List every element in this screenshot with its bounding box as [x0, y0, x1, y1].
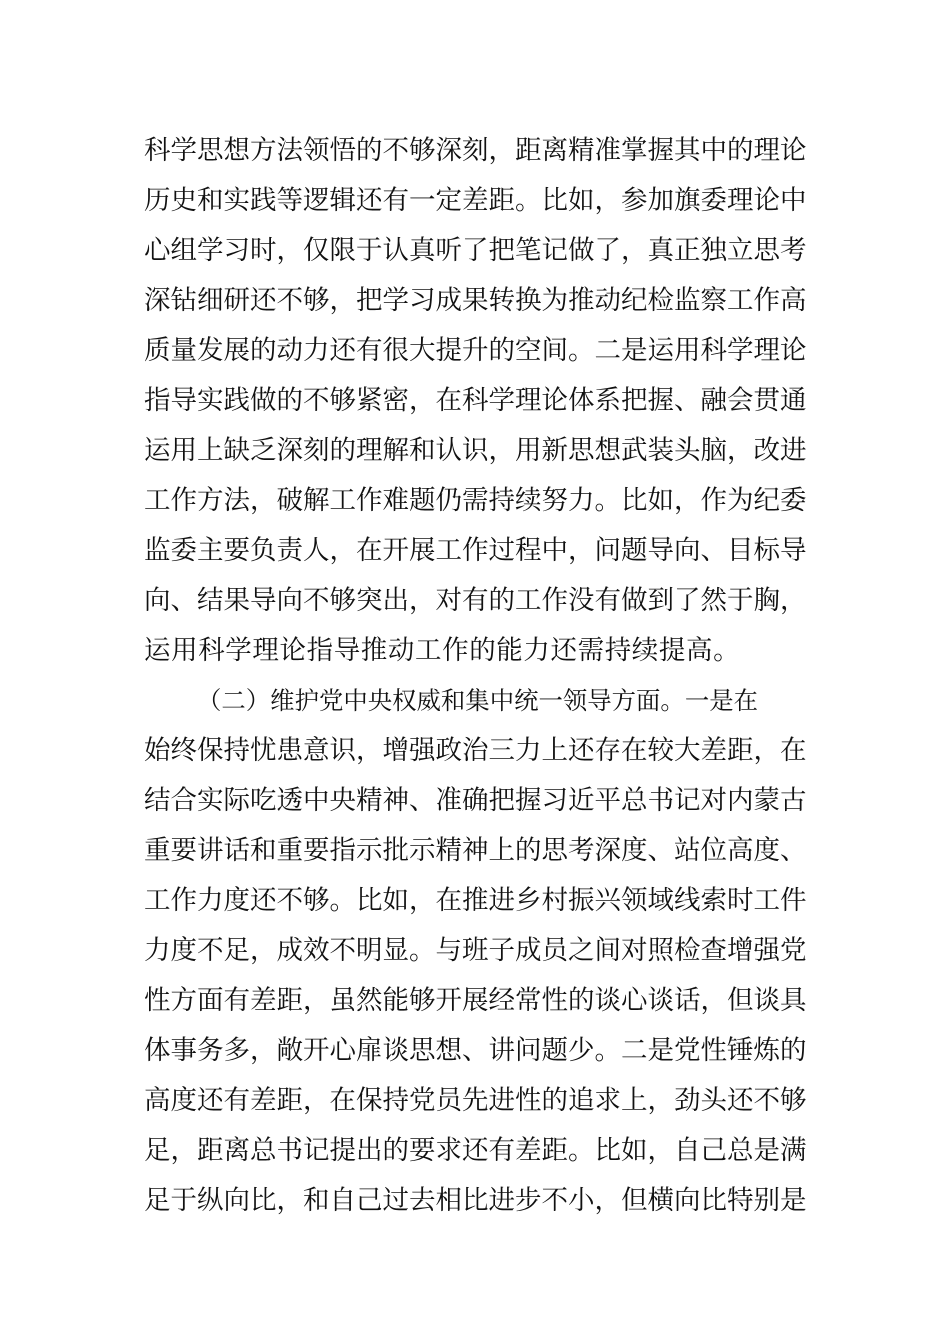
text-line: 力度不足，成效不明显。与班子成员之间对照检查增强党 — [144, 935, 807, 966]
text-line: 深钻细研还不够，把学习成果转换为推动纪检监察工作高 — [144, 285, 807, 316]
text-line: 重要讲话和重要指示批示精神上的思考深度、站位高度、 — [144, 835, 807, 866]
text-line: 运用上缺乏深刻的理解和认识，用新思想武装头脑，改进 — [144, 435, 807, 466]
text-line: 科学思想方法领悟的不够深刻，距离精准掌握其中的理论 — [144, 135, 807, 166]
text-line: 历史和实践等逻辑还有一定差距。比如，参加旗委理论中 — [144, 185, 807, 216]
text-line: 指导实践做的不够紧密，在科学理论体系把握、融会贯通 — [144, 385, 807, 416]
text-line: 工作方法，破解工作难题仍需持续努力。比如，作为纪委 — [144, 485, 807, 516]
text-line: 体事务多，敞开心扉谈思想、讲问题少。二是党性锤炼的 — [144, 1035, 807, 1066]
text-line: 工作力度还不够。比如，在推进乡村振兴领域线索时工件 — [144, 885, 807, 916]
text-line: 向、结果导向不够突出，对有的工作没有做到了然于胸， — [144, 585, 807, 616]
text-line: 高度还有差距，在保持党员先进性的追求上，劲头还不够 — [144, 1085, 807, 1116]
text-line: 结合实际吃透中央精神、准确把握习近平总书记对内蒙古 — [144, 785, 807, 816]
text-line: 质量发展的动力还有很大提升的空间。二是运用科学理论 — [144, 335, 807, 366]
text-line: 始终保持忧患意识，增强政治三力上还存在较大差距，在 — [144, 735, 807, 766]
text-line: 运用科学理论指导推动工作的能力还需持续提高。 — [144, 635, 741, 666]
text-line: 监委主要负责人，在开展工作过程中，问题导向、目标导 — [144, 535, 807, 566]
section-heading-line: （二）维护党中央权威和集中统一领导方面。一是在 — [197, 686, 758, 715]
text-line: 足于纵向比，和自己过去相比进步不小，但横向比特别是 — [144, 1185, 807, 1216]
text-line: 性方面有差距，虽然能够开展经常性的谈心谈话，但谈具 — [144, 985, 807, 1016]
text-line: 心组学习时，仅限于认真听了把笔记做了，真正独立思考 — [144, 235, 807, 266]
text-line: 足，距离总书记提出的要求还有差距。比如，自己总是满 — [144, 1135, 807, 1166]
